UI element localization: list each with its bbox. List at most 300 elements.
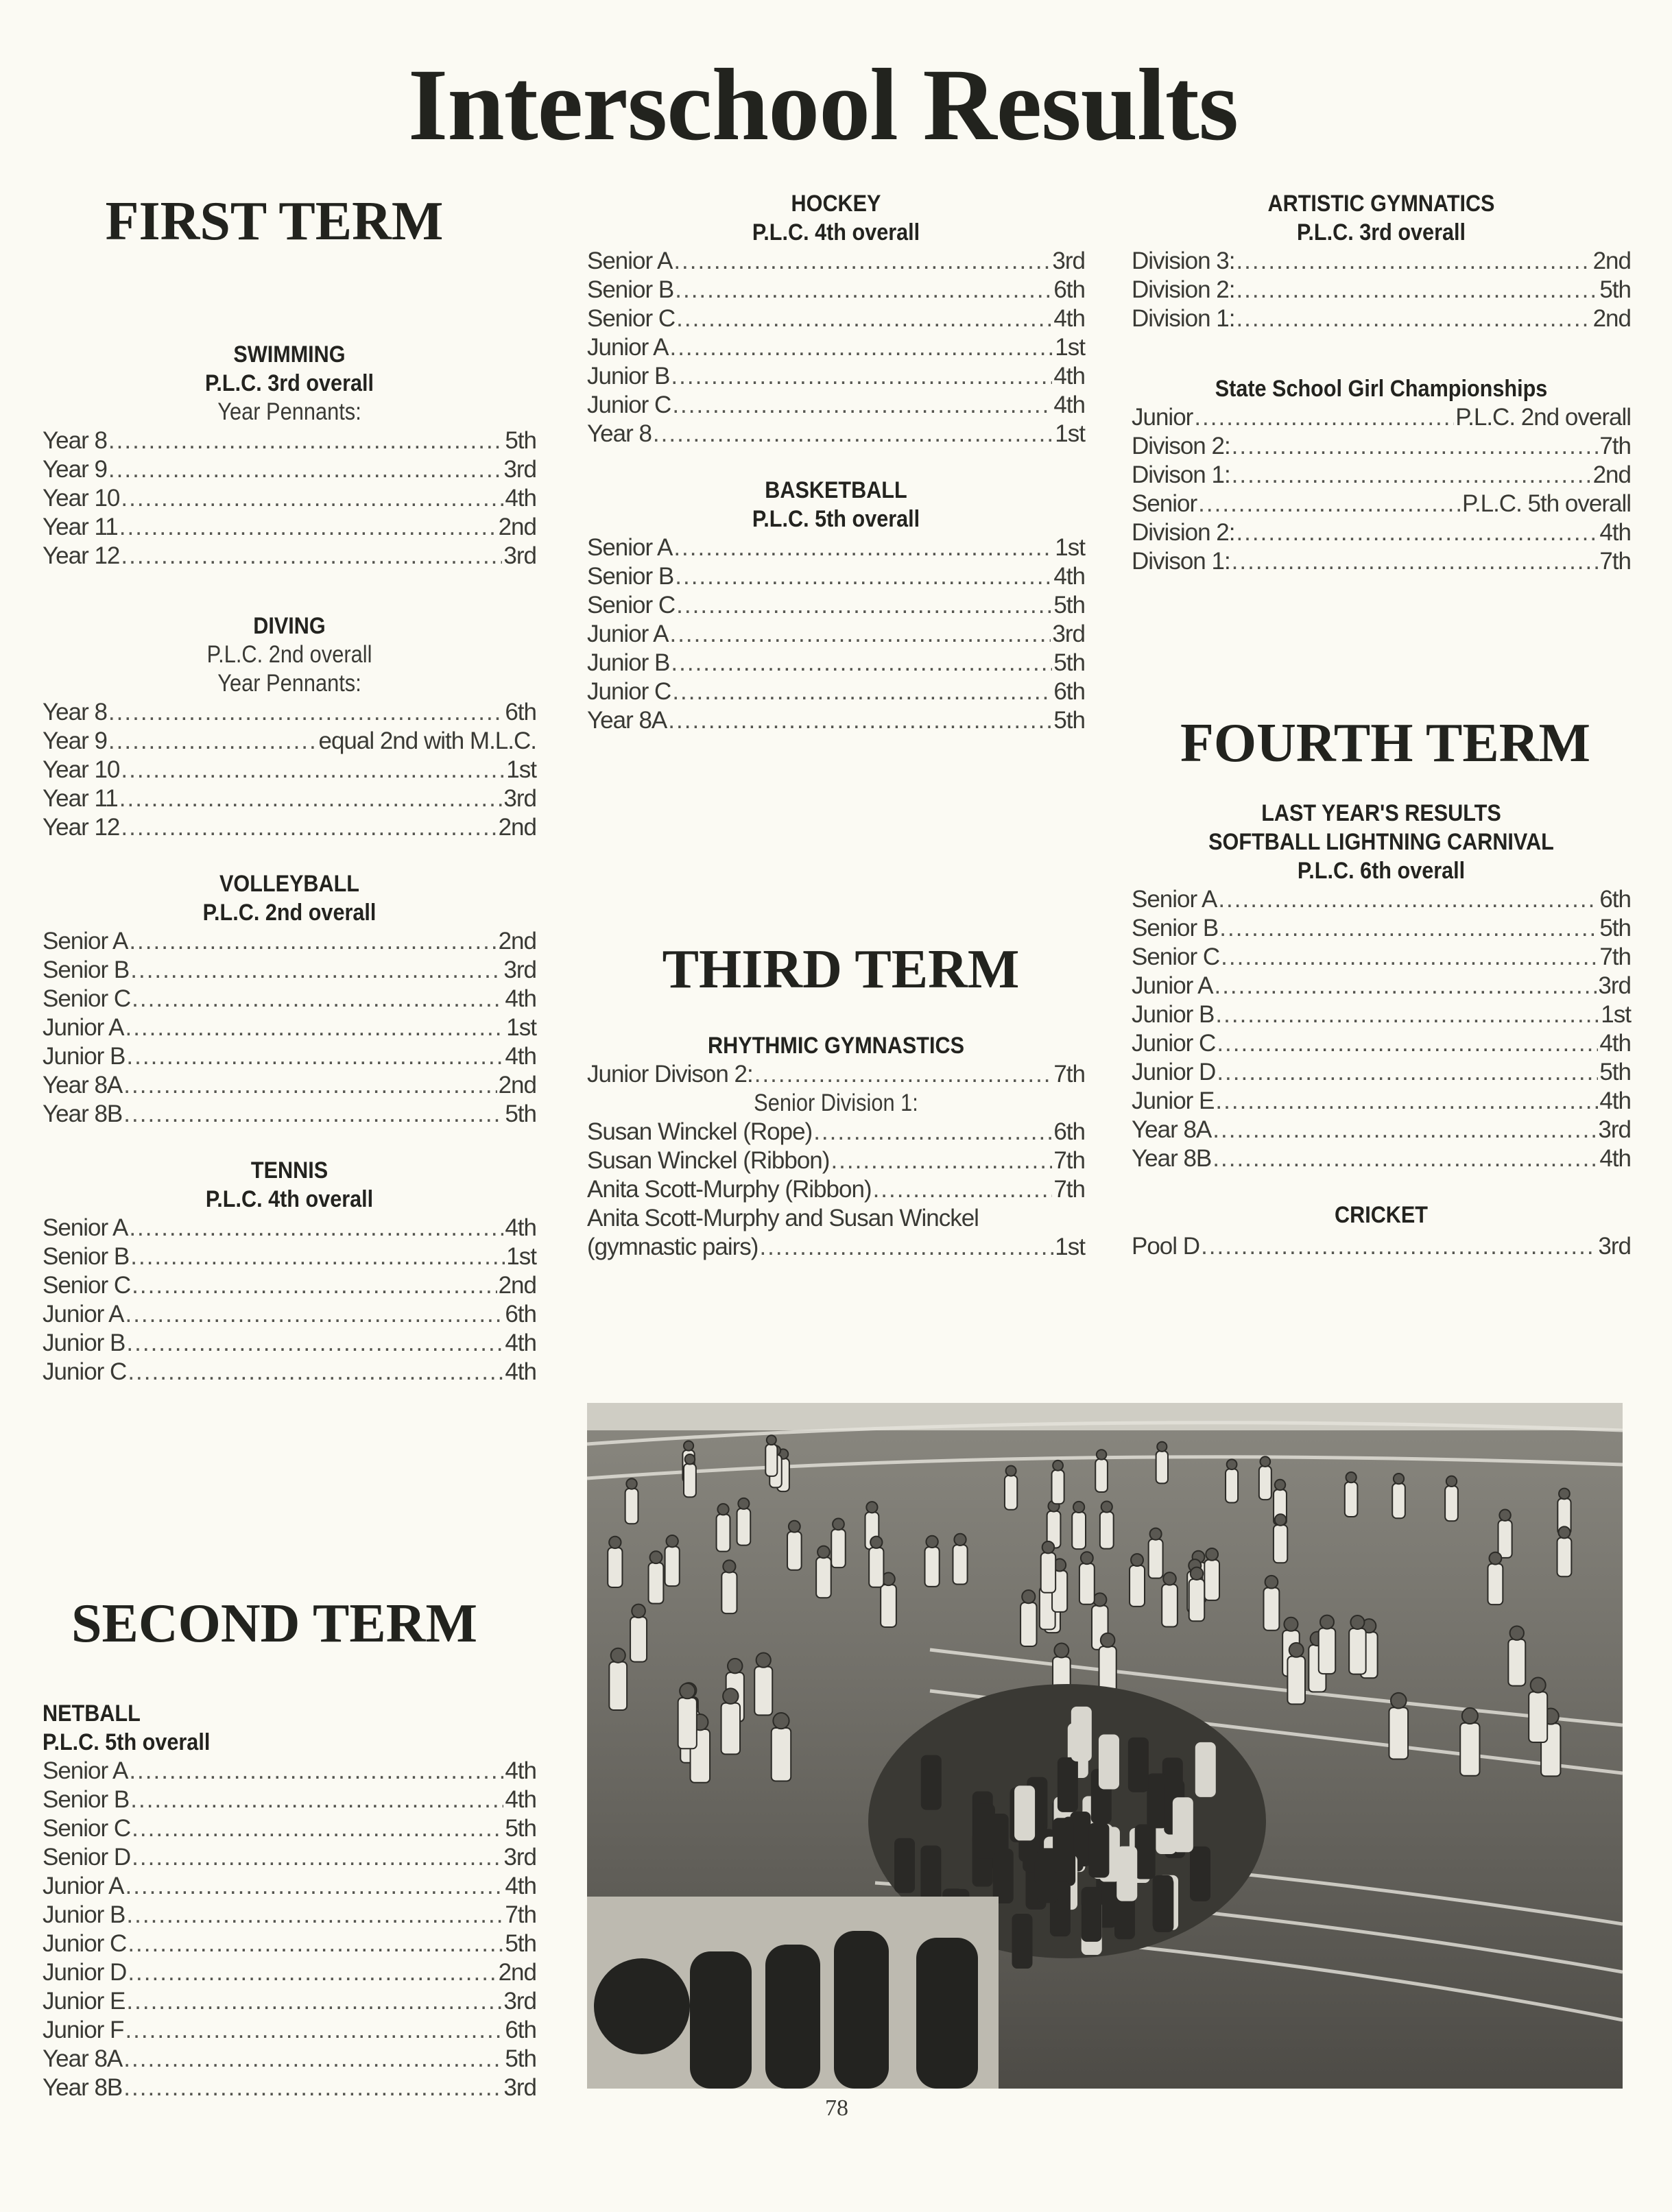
result-value: 2nd (1592, 248, 1631, 274)
figure (721, 1560, 737, 1613)
result-label: Junior A (587, 621, 669, 647)
result-label: Year 12 (43, 542, 120, 569)
figure (1149, 1528, 1163, 1578)
result-row (587, 420, 1085, 448)
result-value: 5th (1599, 915, 1631, 941)
figure (953, 1534, 967, 1585)
result-row (43, 813, 536, 842)
result-label: Year 8 (43, 427, 107, 454)
result-value: 5th (1053, 649, 1085, 676)
result-label: Senior C (43, 1272, 131, 1299)
leader-dots (125, 1872, 503, 1901)
section-note: Senior Division 1: (754, 1090, 918, 1116)
leader-dots (1217, 1029, 1598, 1058)
result-label: Senior B (587, 276, 674, 303)
result-row (1132, 1000, 1631, 1029)
result-label: Year 9 (43, 456, 107, 483)
result-row (43, 426, 536, 455)
results-list (43, 927, 536, 1129)
result-row (587, 333, 1085, 362)
leader-dots (132, 1814, 503, 1843)
result-label: Junior D (43, 1959, 127, 1986)
result-label: Year 8A (43, 1072, 123, 1098)
result-row (1132, 247, 1631, 276)
result-label: Senior C (1132, 943, 1220, 970)
result-row (587, 562, 1085, 591)
result-value: 3rd (1052, 621, 1085, 647)
result-label: Year 8A (1132, 1116, 1212, 1143)
result-row (43, 2045, 536, 2073)
result-row (43, 1358, 536, 1386)
section-title: State School Girl Championships (1215, 376, 1548, 402)
results-list (43, 1214, 536, 1386)
tennis-section (43, 1156, 536, 1386)
figure (665, 1535, 680, 1586)
result-row (43, 927, 536, 956)
result-row (43, 2073, 536, 2102)
leader-dots (123, 2073, 502, 2102)
result-row (43, 727, 536, 756)
result-row (43, 985, 536, 1013)
result-value: 7th (1599, 943, 1631, 970)
result-value: 6th (505, 699, 536, 725)
result-label: Junior C (43, 1358, 127, 1385)
results-list (1132, 1232, 1631, 1261)
figure (1100, 1501, 1114, 1548)
result-value: 2nd (498, 928, 536, 954)
result-label: Junior C (587, 678, 671, 705)
result-label: Year 12 (43, 814, 120, 841)
section-overall: P.L.C. 4th overall (752, 219, 920, 245)
leader-dots (1236, 276, 1598, 304)
leader-dots (675, 562, 1052, 591)
result-row (587, 591, 1085, 620)
leader-dots (121, 484, 503, 513)
section-title: HOCKEY (791, 191, 881, 217)
result-label: Year 11 (43, 785, 118, 812)
leader-dots (1213, 1144, 1598, 1173)
result-label: Junior B (587, 649, 670, 676)
section-note: Year Pennants: (217, 670, 361, 697)
figure (1020, 1590, 1036, 1646)
results-list (587, 1118, 1085, 1204)
result-label: Susan Winckel (Ribbon) (587, 1147, 830, 1174)
figure (609, 1648, 627, 1710)
leader-dots (129, 1214, 503, 1242)
result-label: (gymnastic pairs) (587, 1234, 759, 1260)
result-row (1132, 1058, 1631, 1087)
result-row (43, 1013, 536, 1042)
result-value: 5th (1053, 592, 1085, 618)
result-label: Year 10 (43, 756, 120, 783)
result-row (587, 1233, 1085, 1262)
result-row (43, 1930, 536, 1958)
leader-dots (1215, 1000, 1599, 1029)
result-row (43, 1214, 536, 1242)
section-overall: P.L.C. 3rd overall (204, 370, 374, 396)
section-title: VOLLEYBALL (219, 871, 359, 897)
result-row (587, 620, 1085, 649)
fourth-term-heading: FOURTH TERM (1180, 713, 1590, 773)
volleyball-section (43, 869, 536, 1129)
result-row (43, 1843, 536, 1872)
result-value: 4th (505, 1214, 536, 1241)
result-value: 3rd (1598, 1233, 1631, 1260)
result-row (43, 542, 536, 570)
figure (1498, 1510, 1512, 1558)
result-row (43, 1300, 536, 1329)
huddle-figure (920, 1845, 941, 1900)
result-value: 5th (1053, 707, 1085, 734)
result-value: 3rd (1052, 248, 1085, 274)
result-label: Senior A (43, 1214, 128, 1241)
result-label: Senior A (43, 1757, 128, 1784)
result-row (1132, 943, 1631, 972)
leader-dots (132, 1271, 497, 1300)
leader-dots (673, 247, 1051, 276)
result-value: P.L.C. 2nd overall (1455, 404, 1631, 431)
result-label: Junior Divison 2: (587, 1061, 753, 1087)
leader-dots (1218, 885, 1598, 914)
result-label: Divison 2: (1132, 433, 1230, 459)
huddle-figure (1014, 1786, 1035, 1840)
huddle-figure (975, 1804, 995, 1859)
result-row (1132, 547, 1631, 576)
leader-dots (673, 533, 1053, 562)
result-value: 3rd (503, 1844, 536, 1871)
result-label: Year 8B (43, 2074, 123, 2101)
result-row (1132, 304, 1631, 333)
results-list (587, 247, 1085, 448)
result-row (587, 1175, 1085, 1204)
leader-dots (129, 1757, 503, 1786)
leader-dots (669, 333, 1053, 362)
figure (1264, 1576, 1280, 1631)
result-row (587, 706, 1085, 735)
leader-dots (119, 784, 503, 813)
figure (1389, 1693, 1408, 1759)
leader-dots (123, 1071, 497, 1100)
figure (1345, 1472, 1358, 1517)
first-term-heading: FIRST TERM (105, 191, 444, 252)
result-row (43, 1271, 536, 1300)
results-list (1132, 403, 1631, 576)
huddle-figure (1071, 1707, 1092, 1762)
result-label: Junior B (43, 1330, 126, 1356)
artistic-gymnastics-section (1132, 189, 1631, 333)
page-number: 78 (825, 2095, 848, 2121)
cricket-section (1132, 1201, 1631, 1261)
result-label: Junior (1132, 404, 1193, 431)
section-subtitle: SOFTBALL LIGHTNING CARNIVAL (1208, 829, 1554, 855)
huddle-figure (1173, 1797, 1193, 1852)
result-label: Year 10 (43, 485, 120, 512)
section-overall: P.L.C. 2nd overall (202, 900, 377, 926)
result-row (1132, 972, 1631, 1000)
section-overall: P.L.C. 5th overall (752, 506, 920, 532)
leader-dots (128, 1930, 503, 1958)
leader-dots (108, 455, 502, 484)
results-list (587, 533, 1085, 735)
result-value: 6th (505, 1301, 536, 1327)
figure (721, 1688, 740, 1754)
result-value: equal 2nd with M.L.C. (318, 728, 536, 754)
leader-dots (1194, 403, 1454, 432)
section-title: ARTISTIC GYMNATICS (1267, 191, 1495, 217)
result-label: Divison 1: (1132, 548, 1230, 575)
third-term-heading: THIRD TERM (662, 939, 1020, 1000)
state-school-section (1132, 374, 1631, 576)
result-row (43, 1958, 536, 1987)
result-label: Junior A (587, 334, 669, 361)
leader-dots (130, 1242, 505, 1271)
result-row (43, 756, 536, 784)
figure (754, 1653, 772, 1716)
leader-dots (130, 1786, 503, 1814)
result-row (1132, 518, 1631, 547)
result-row (1132, 461, 1631, 490)
figure (1392, 1474, 1405, 1518)
result-label: Division 3: (1132, 248, 1235, 274)
section-title: LAST YEAR'S RESULTS (1261, 800, 1501, 826)
section-title: DIVING (253, 613, 326, 639)
leader-dots (676, 304, 1052, 333)
figure (1287, 1643, 1305, 1704)
leader-dots (671, 362, 1052, 391)
figure (608, 1537, 622, 1587)
result-row (587, 1146, 1085, 1175)
leader-dots (1236, 247, 1591, 276)
result-label: Senior C (587, 592, 676, 618)
section-overall: P.L.C. 2nd overall (206, 641, 372, 668)
figure (630, 1604, 647, 1662)
figure (1156, 1442, 1168, 1484)
result-label: Junior A (43, 1301, 124, 1327)
huddle-figure (1099, 1734, 1119, 1789)
result-label: Year 8B (43, 1101, 123, 1127)
result-row (43, 1100, 536, 1129)
figure (1274, 1514, 1287, 1563)
section-title: BASKETBALL (765, 477, 907, 503)
result-row (43, 1071, 536, 1100)
result-label: Junior A (43, 1014, 124, 1041)
result-row (43, 513, 536, 542)
leader-dots (669, 620, 1051, 649)
result-label: Senior B (587, 563, 674, 590)
rhythmic-gymnastics-section (587, 1031, 1085, 1262)
result-value: 5th (505, 427, 536, 454)
huddle-figure (921, 1755, 942, 1810)
result-value: 2nd (498, 814, 536, 841)
figure (717, 1504, 730, 1552)
result-label: Senior B (43, 957, 130, 983)
result-label: Anita Scott-Murphy (Ribbon) (587, 1176, 872, 1203)
result-label: Year 8 (43, 699, 107, 725)
result-row (587, 362, 1085, 391)
leader-dots (132, 985, 503, 1013)
result-label: Junior E (43, 1988, 126, 2015)
result-label: Year 8B (1132, 1145, 1212, 1172)
figure (1041, 1541, 1055, 1593)
result-value: 6th (505, 2017, 536, 2043)
leader-dots (129, 927, 497, 956)
result-row (587, 677, 1085, 706)
result-label: Senior D (43, 1844, 131, 1871)
leader-dots (675, 276, 1052, 304)
result-label: Division 2: (1132, 276, 1235, 303)
leader-dots (130, 956, 502, 985)
figure (1072, 1502, 1086, 1549)
huddle-figure (1012, 1914, 1032, 1969)
section-title: CRICKET (1334, 1202, 1428, 1228)
figure (649, 1551, 664, 1603)
hockey-section (587, 189, 1085, 448)
huddle-figure (1135, 1824, 1156, 1879)
leader-dots (125, 1013, 505, 1042)
leader-dots (873, 1175, 1053, 1204)
result-value: 1st (506, 1243, 536, 1270)
result-label: Junior B (43, 1043, 126, 1070)
leader-dots (1213, 1116, 1597, 1144)
result-row (43, 784, 536, 813)
result-label: Junior F (43, 2017, 124, 2043)
middle-column (587, 189, 1085, 735)
results-list (43, 426, 536, 570)
page-title: Interschool Results (407, 48, 1239, 162)
leader-dots (108, 426, 503, 455)
results-list (1132, 247, 1631, 333)
result-row (43, 2016, 536, 2045)
huddle-figure (1088, 1823, 1109, 1878)
huddle-figure (1058, 1757, 1078, 1812)
leader-dots (125, 2016, 503, 2045)
figure (737, 1498, 751, 1546)
swimming-section (43, 340, 536, 570)
result-row (1132, 1029, 1631, 1058)
figure (816, 1546, 831, 1598)
leader-dots (1221, 943, 1598, 972)
result-value: 7th (1599, 548, 1631, 575)
leader-dots (1232, 547, 1599, 576)
result-value: 1st (506, 1014, 536, 1041)
huddle-figure (1128, 1738, 1149, 1792)
leader-dots (108, 727, 318, 756)
second-term-heading: SECOND TERM (71, 1594, 477, 1654)
figure (1259, 1456, 1271, 1500)
result-value: 7th (505, 1901, 536, 1928)
result-label: Division 1: (1132, 305, 1235, 332)
result-label: Susan Winckel (Rope) (587, 1118, 813, 1145)
result-value: P.L.C. 5th overall (1462, 490, 1631, 517)
result-label: Junior B (1132, 1001, 1215, 1028)
figure (1079, 1552, 1095, 1604)
result-value: 5th (505, 2045, 536, 2072)
result-row (1132, 403, 1631, 432)
result-row (43, 484, 536, 513)
result-label: Senior A (587, 248, 673, 274)
result-row (43, 956, 536, 985)
result-label: Junior E (1132, 1087, 1215, 1114)
result-label: Senior C (43, 1815, 131, 1842)
leader-dots (123, 1100, 503, 1129)
figure (831, 1519, 845, 1568)
result-value: 4th (1599, 1145, 1631, 1172)
section-note: Year Pennants: (217, 398, 361, 425)
result-value: 1st (506, 756, 536, 783)
result-value: 6th (1599, 886, 1631, 913)
result-row (1132, 1116, 1631, 1144)
leader-dots (1236, 518, 1598, 547)
figure (678, 1683, 697, 1748)
result-value: 5th (1599, 276, 1631, 303)
result-value: 2nd (1592, 461, 1631, 488)
result-value: 4th (1053, 392, 1085, 418)
section-title: SWIMMING (233, 341, 346, 368)
leader-dots (123, 2045, 503, 2073)
result-label: Junior C (1132, 1030, 1216, 1057)
result-value: 1st (1055, 1234, 1085, 1260)
result-row (587, 1118, 1085, 1146)
leader-dots (125, 1300, 503, 1329)
figure (1130, 1554, 1145, 1607)
figure (1445, 1476, 1458, 1522)
result-label: Junior C (43, 1930, 127, 1957)
leader-dots (128, 1958, 497, 1987)
figure (1189, 1567, 1204, 1622)
section-title: TENNIS (250, 1157, 329, 1183)
result-value: 3rd (503, 456, 536, 483)
figure (925, 1536, 940, 1587)
result-row (43, 1814, 536, 1843)
section-overall: P.L.C. 6th overall (1297, 858, 1466, 884)
section-overall: P.L.C. 4th overall (205, 1186, 374, 1212)
leader-dots (668, 706, 1052, 735)
result-row (43, 455, 536, 484)
results-list (43, 698, 536, 842)
figure (765, 1435, 777, 1476)
result-value: 4th (505, 1330, 536, 1356)
result-value: 4th (1053, 563, 1085, 590)
leader-dots (126, 1042, 503, 1071)
result-row (1132, 490, 1631, 518)
result-value: 1st (1055, 420, 1085, 447)
result-label: Senior B (1132, 915, 1219, 941)
leader-dots (126, 1987, 502, 2016)
result-value: 3rd (1598, 972, 1631, 999)
result-value: 4th (505, 1358, 536, 1385)
result-value: 1st (1601, 1001, 1631, 1028)
result-value: 5th (505, 1930, 536, 1957)
result-value: 2nd (498, 1272, 536, 1299)
leader-dots (1232, 432, 1599, 461)
result-label: Senior (1132, 490, 1197, 517)
figure (1529, 1678, 1547, 1742)
diving-section (43, 612, 536, 842)
leader-dots (119, 513, 497, 542)
result-row (43, 1757, 536, 1786)
result-value: 2nd (498, 514, 536, 540)
huddle-figure (1116, 1847, 1137, 1901)
leader-dots (108, 698, 503, 727)
result-label: Junior B (43, 1901, 126, 1928)
result-label: Divison 1: (1132, 461, 1230, 488)
basketball-section (587, 476, 1085, 735)
result-row (1132, 1232, 1631, 1261)
result-value: 4th (505, 985, 536, 1012)
result-value: 4th (1053, 363, 1085, 389)
result-value: 4th (1053, 305, 1085, 332)
result-value: 3rd (503, 785, 536, 812)
